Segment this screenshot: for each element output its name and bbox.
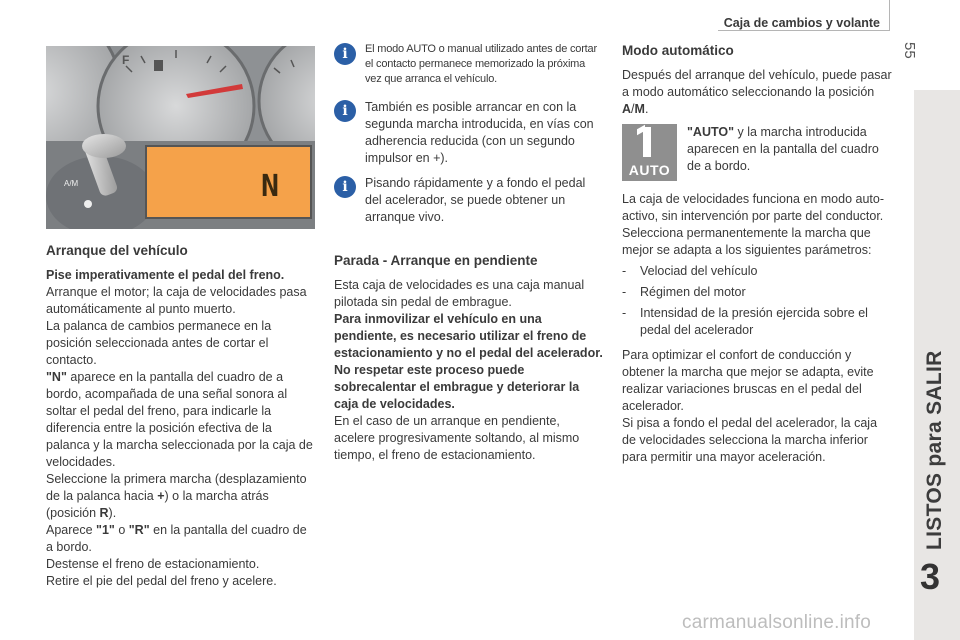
auto-mode-row	[622, 124, 894, 181]
paragraph	[687, 124, 894, 181]
chapter-number: 3	[920, 556, 941, 597]
auto-icon-label: AUTO	[628, 162, 671, 178]
auto-mode-icon	[622, 124, 677, 181]
paragraph	[46, 471, 316, 522]
info-note	[334, 175, 604, 226]
paragraph: Arranque el motor; la caja de velocidades pasa automáticamente al punto muerto.	[46, 285, 307, 316]
header-title: Caja de cambios y volante	[723, 16, 880, 30]
bold-text: "1"	[96, 523, 115, 537]
paragraph: La palanca de cambios permanece en la posición seleccionada antes de cortar el contacto.	[46, 319, 272, 367]
info-icon: i	[334, 43, 356, 65]
bold-text: "R"	[128, 523, 150, 537]
text: en la pantalla del cuadro de a bordo.	[46, 523, 307, 554]
paragraph	[334, 311, 604, 413]
header-rule	[889, 0, 890, 30]
paragraph: Esta caja de velocidades es una caja manual pilotada sin pedal de embrague.	[334, 278, 585, 309]
bold-text: M	[634, 102, 645, 116]
info-note-text: El modo AUTO o manual utilizado antes de cortar el contacto permanece memorizado la próxima vez que arranca el vehículo.	[365, 43, 597, 85]
paragraph: Destense el freno de estacionamiento.	[46, 557, 260, 571]
paragraph: Selecciona permanentemente la marcha que mejor se adapta a los siguientes parámetros:	[622, 226, 872, 257]
list-item: - Régimen del motor	[622, 285, 746, 299]
list-item-text: Velociad del vehículo	[640, 264, 758, 278]
info-icon: i	[334, 176, 356, 198]
section-title: Parada - Arranque en pendiente	[334, 253, 538, 268]
info-note	[334, 42, 604, 87]
text: Después del arranque del vehículo, puede pasar a modo automático seleccionando la posición	[622, 68, 892, 99]
info-note-text: Pisando rápidamente y a fondo el pedal del acelerador, se puede obtener un arranque vivo.	[365, 176, 586, 224]
section-arranque	[46, 242, 316, 590]
info-note-text: También es posible arrancar en con la segunda marcha introducida, en vías con adherencia reducida (con un segundo impulsor en +).	[365, 100, 594, 165]
section-title: Modo automático	[622, 43, 734, 58]
list-item-text: Régimen del motor	[640, 285, 746, 299]
page-number: 55	[901, 42, 918, 59]
watermark: carmanualsonline.info	[682, 612, 872, 633]
svg-text:F: F	[122, 53, 130, 67]
text: o	[114, 523, 129, 537]
bold-text: A	[622, 102, 632, 116]
side-tab-label: LISTOS para SALIR	[923, 350, 946, 550]
dashboard-drawing	[46, 46, 315, 229]
section-notes-parada	[334, 42, 604, 464]
info-note	[334, 99, 604, 167]
text: ).	[108, 506, 117, 520]
list-item-text: Intensidad de la presión ejercida sobre el pedal del acelerador	[640, 306, 868, 337]
paragraph: En el caso de un arranque en pendiente, acelere progresivamente soltando, al mismo tiempo, el freno de estacionamiento.	[334, 414, 580, 462]
info-icon: i	[334, 100, 356, 122]
paragraph	[622, 67, 894, 118]
bold-text: R	[99, 506, 109, 520]
bold-text: "AUTO"	[687, 125, 735, 139]
list-item: - Intensidad de la presión ejercida sobre el pedal del acelerador	[622, 305, 894, 339]
display-gear-text: N	[261, 169, 280, 204]
bold-text: Pise imperativamente el pedal del freno.	[46, 268, 285, 282]
gear-one-glyph	[643, 127, 651, 157]
section-title: Arranque del vehículo	[46, 243, 188, 258]
paragraph: Retire el pie del pedal del freno y acelere.	[46, 574, 277, 588]
svg-text:A/M: A/M	[64, 179, 79, 188]
paragraph	[46, 369, 316, 471]
paragraph	[46, 267, 316, 284]
paragraph: La caja de velocidades funciona en modo auto-activo, sin intervención por parte del conductor.	[622, 192, 884, 223]
bold-text: +	[157, 489, 165, 503]
paragraph	[46, 522, 316, 556]
text: y la marcha introducida aparecen en la pantalla del cuadro de a bordo.	[687, 125, 879, 173]
bold-text: "N"	[46, 370, 67, 384]
section-modo-automatico	[622, 42, 894, 466]
list-item: - Velociad del vehículo	[622, 264, 758, 278]
text: ) o la marcha atrás (posición	[46, 489, 269, 520]
paragraph: Para optimizar el confort de conducción y obtener la marcha que mejor se adapta, evite realizar variaciones bruscas en el pedal del acelerador.	[622, 348, 874, 413]
bold-text: Para inmovilizar el vehículo en una pendiente, es necesario utilizar el freno de estacionamiento y no el pedal del acelerador. No respetar este proceso puede sobrecalentar el embrague y deteriorar la caja de velocidades.	[334, 312, 603, 411]
text: .	[644, 102, 649, 116]
text: aparece en la pantalla del cuadro de a bordo, acompañada de una señal sonora al soltar el pedal del freno, para indicarle la diferencia entre la posición efectiva de la palanca y la marcha seleccionada por la caja de velocidades.	[46, 370, 313, 469]
text: Seleccione la primera marcha (desplazamiento de la palanca hacia	[46, 472, 307, 503]
text: Aparece	[46, 523, 97, 537]
text: /	[631, 102, 635, 116]
dashboard-illustration	[46, 46, 315, 229]
paragraph: Si pisa a fondo el pedal del acelerador, la caja de velocidades selecciona la marcha inferior para permitir una mayor aceleración.	[622, 416, 878, 464]
